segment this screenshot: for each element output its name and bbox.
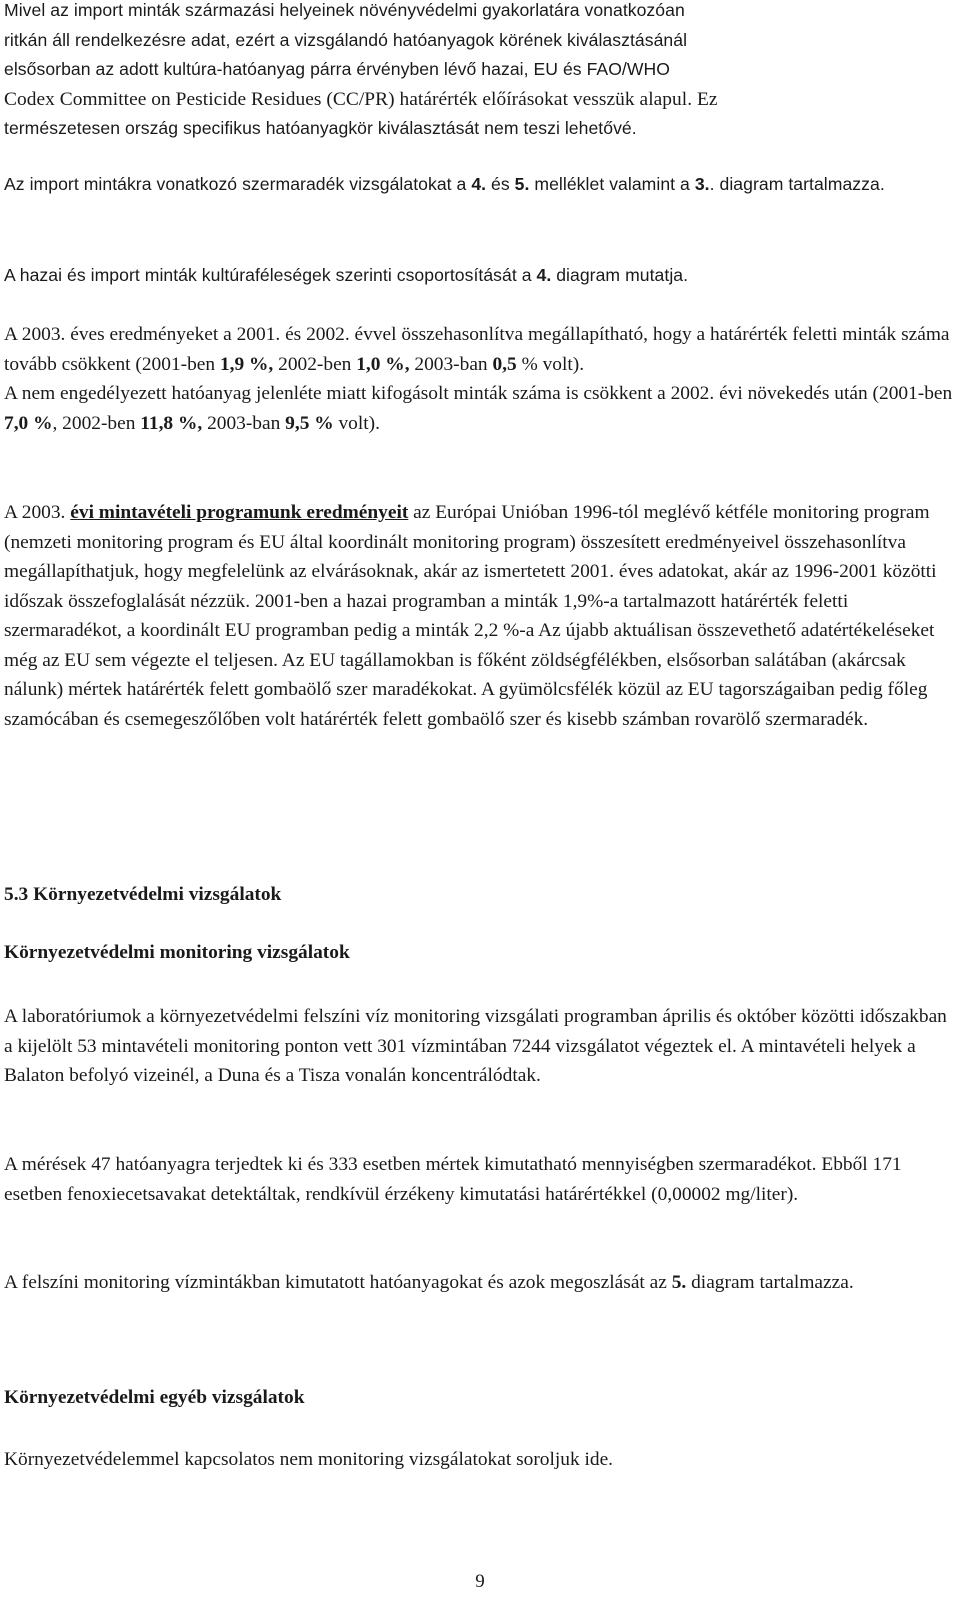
results-text-a: A 2003. éves eredményeket a 2001. és 2002. évvel összehasonlítva megállapítható, hogy a határérték feletti minták száma tovább csökkent (2001-ben <box>4 324 950 375</box>
import-bold-annex-4: 4. <box>471 174 487 194</box>
import-paragraph <box>4 170 954 200</box>
results-unauth-2002: 11,8 %, <box>140 412 203 434</box>
import-bold-diagram-3: 3. <box>694 174 710 194</box>
program-paragraph <box>4 498 954 734</box>
results-2001-rate: 1,9 %, <box>219 353 274 375</box>
results-2002-rate: 1,0 %, <box>356 353 410 375</box>
grouping-text-c: diagram mutatja. <box>551 265 689 285</box>
results-text-g: , 2002-ben <box>52 412 141 434</box>
results-2003-rate: 0,5 <box>492 353 517 375</box>
results-paragraph <box>4 320 954 438</box>
results-text-h: 2003-ban <box>202 412 286 434</box>
results-unauth-2001: 7,0 % <box>4 412 53 434</box>
results-unauth-2003: 9,5 % <box>285 412 334 434</box>
intro-line-3: elsősorban az adott kultúra-hatóanyag párra érvényben lévő hazai, EU és FAO/WHO <box>4 59 671 79</box>
import-bold-annex-5: 5. <box>514 174 530 194</box>
subheading-monitoring: Környezetvédelmi monitoring vizsgálatok <box>4 942 350 963</box>
import-text-d: melléklet valamint a <box>529 174 695 194</box>
intro-line-5: természetesen ország specifikus hatóanyagkör kiválasztását nem teszi lehetővé. <box>4 118 637 138</box>
other-paragraph: Környezetvédelemmel kapcsolatos nem monitoring vizsgálatokat soroljuk ide. <box>4 1449 614 1470</box>
results-text-d: 2003-ban <box>409 353 493 375</box>
results-text-e: % volt). <box>516 353 585 375</box>
grouping-text-a: A hazai és import minták kultúraféleségek szerinti csoportosítását a <box>4 265 537 285</box>
import-text-e: . diagram tartalmazza. <box>709 174 885 194</box>
results-text-f: A nem engedélyezett hatóanyag jelenléte miatt kifogásolt minták száma is csökkent a 2002. évi növekedés után (2001-ben <box>4 383 953 404</box>
results-text-c: 2002-ben <box>273 353 357 375</box>
import-text-c: és <box>486 174 515 194</box>
intro-line-2: ritkán áll rendelkezésre adat, ezért a vizsgálandó hatóanyagok körének kiválasztásánál <box>4 29 688 50</box>
program-text-rest: az Európai Unióban 1996-tól meglévő kétféle monitoring program (nemzeti monitoring program és EU által koordinált monitoring program) összesített eredményeivel összehasonlítva megállapíthatjuk, hogy megfelelünk az elvárásoknak, akár az ismertetett 2001. éves adatokat, akár az 1996-2001 közötti időszak összefoglalását nézzük. 2001-ben a hazai programban a minták 1,9%-a tartalmazott határérték feletti szermaradékot, a koordinált EU programban pedig a minták 2,2 %-a Az újabb aktuálisan összevethető adatértékeléseket még az EU sem végezte el teljesen. Az EU tagállamokban is főként zöldségfélékben, elsősorban salátában (akárcsak nálunk) mértek határérték felett gombaölő szer maradékokat. A gyümölcsfélék közül az EU tagországaiban pedig főleg szamócában és csemegeszőlőben volt határérték felett gombaölő szer és kisebb számban rovarölő szermaradék. <box>4 502 937 730</box>
results-text-i: volt). <box>333 412 380 434</box>
intro-line-4: Codex Committee on Pesticide Residues (CC/PR) határérték előírásokat vesszük alapul. Ez <box>4 88 718 110</box>
lab-paragraph: A laboratóriumok a környezetvédelmi felszíni víz monitoring vizsgálati programban április és október közötti időszakban a kijelölt 53 mintavételi monitoring ponton vett 301 vízmintában 7244 vizsgálatot végeztek el. A mintavételi helyek a Balaton befolyó vizeinél, a Duna és a Tisza vonalán koncentrálódtak. <box>4 1006 947 1086</box>
surface-paragraph <box>4 1268 954 1298</box>
intro-line-1: Mivel az import minták származási helyeinek növényvédelmi gyakorlatára vonatkozóan <box>4 0 685 20</box>
import-text-a: Az import mintákra vonatkozó szermaradék vizsgálatokat a <box>4 174 472 194</box>
measurements-paragraph: A mérések 47 hatóanyagra terjedtek ki és 333 esetben mértek kimutatható mennyiségben szermaradékot. Ebből 171 esetben fenoxiecetsavakat detektáltak, rendkívül érzékeny kimutatási határértékkel (0,00002 mg/liter). <box>4 1154 902 1205</box>
page-number: 9 <box>475 1571 485 1592</box>
section-heading: 5.3 Környezetvédelmi vizsgálatok <box>4 884 282 905</box>
grouping-bold-diagram-4: 4. <box>536 265 552 285</box>
surface-text-c: diagram tartalmazza. <box>686 1272 854 1293</box>
grouping-paragraph <box>4 261 954 291</box>
surface-text-a: A felszíni monitoring vízmintákban kimutatott hatóanyagokat és azok megoszlását az <box>4 1272 672 1293</box>
program-text-a: A 2003. <box>4 502 71 523</box>
subheading-other: Környezetvédelmi egyéb vizsgálatok <box>4 1387 305 1408</box>
intro-paragraph <box>4 0 954 144</box>
surface-bold-diagram-5: 5. <box>671 1272 687 1293</box>
program-bold-underlined: évi mintavételi programunk eredményeit <box>70 502 409 523</box>
